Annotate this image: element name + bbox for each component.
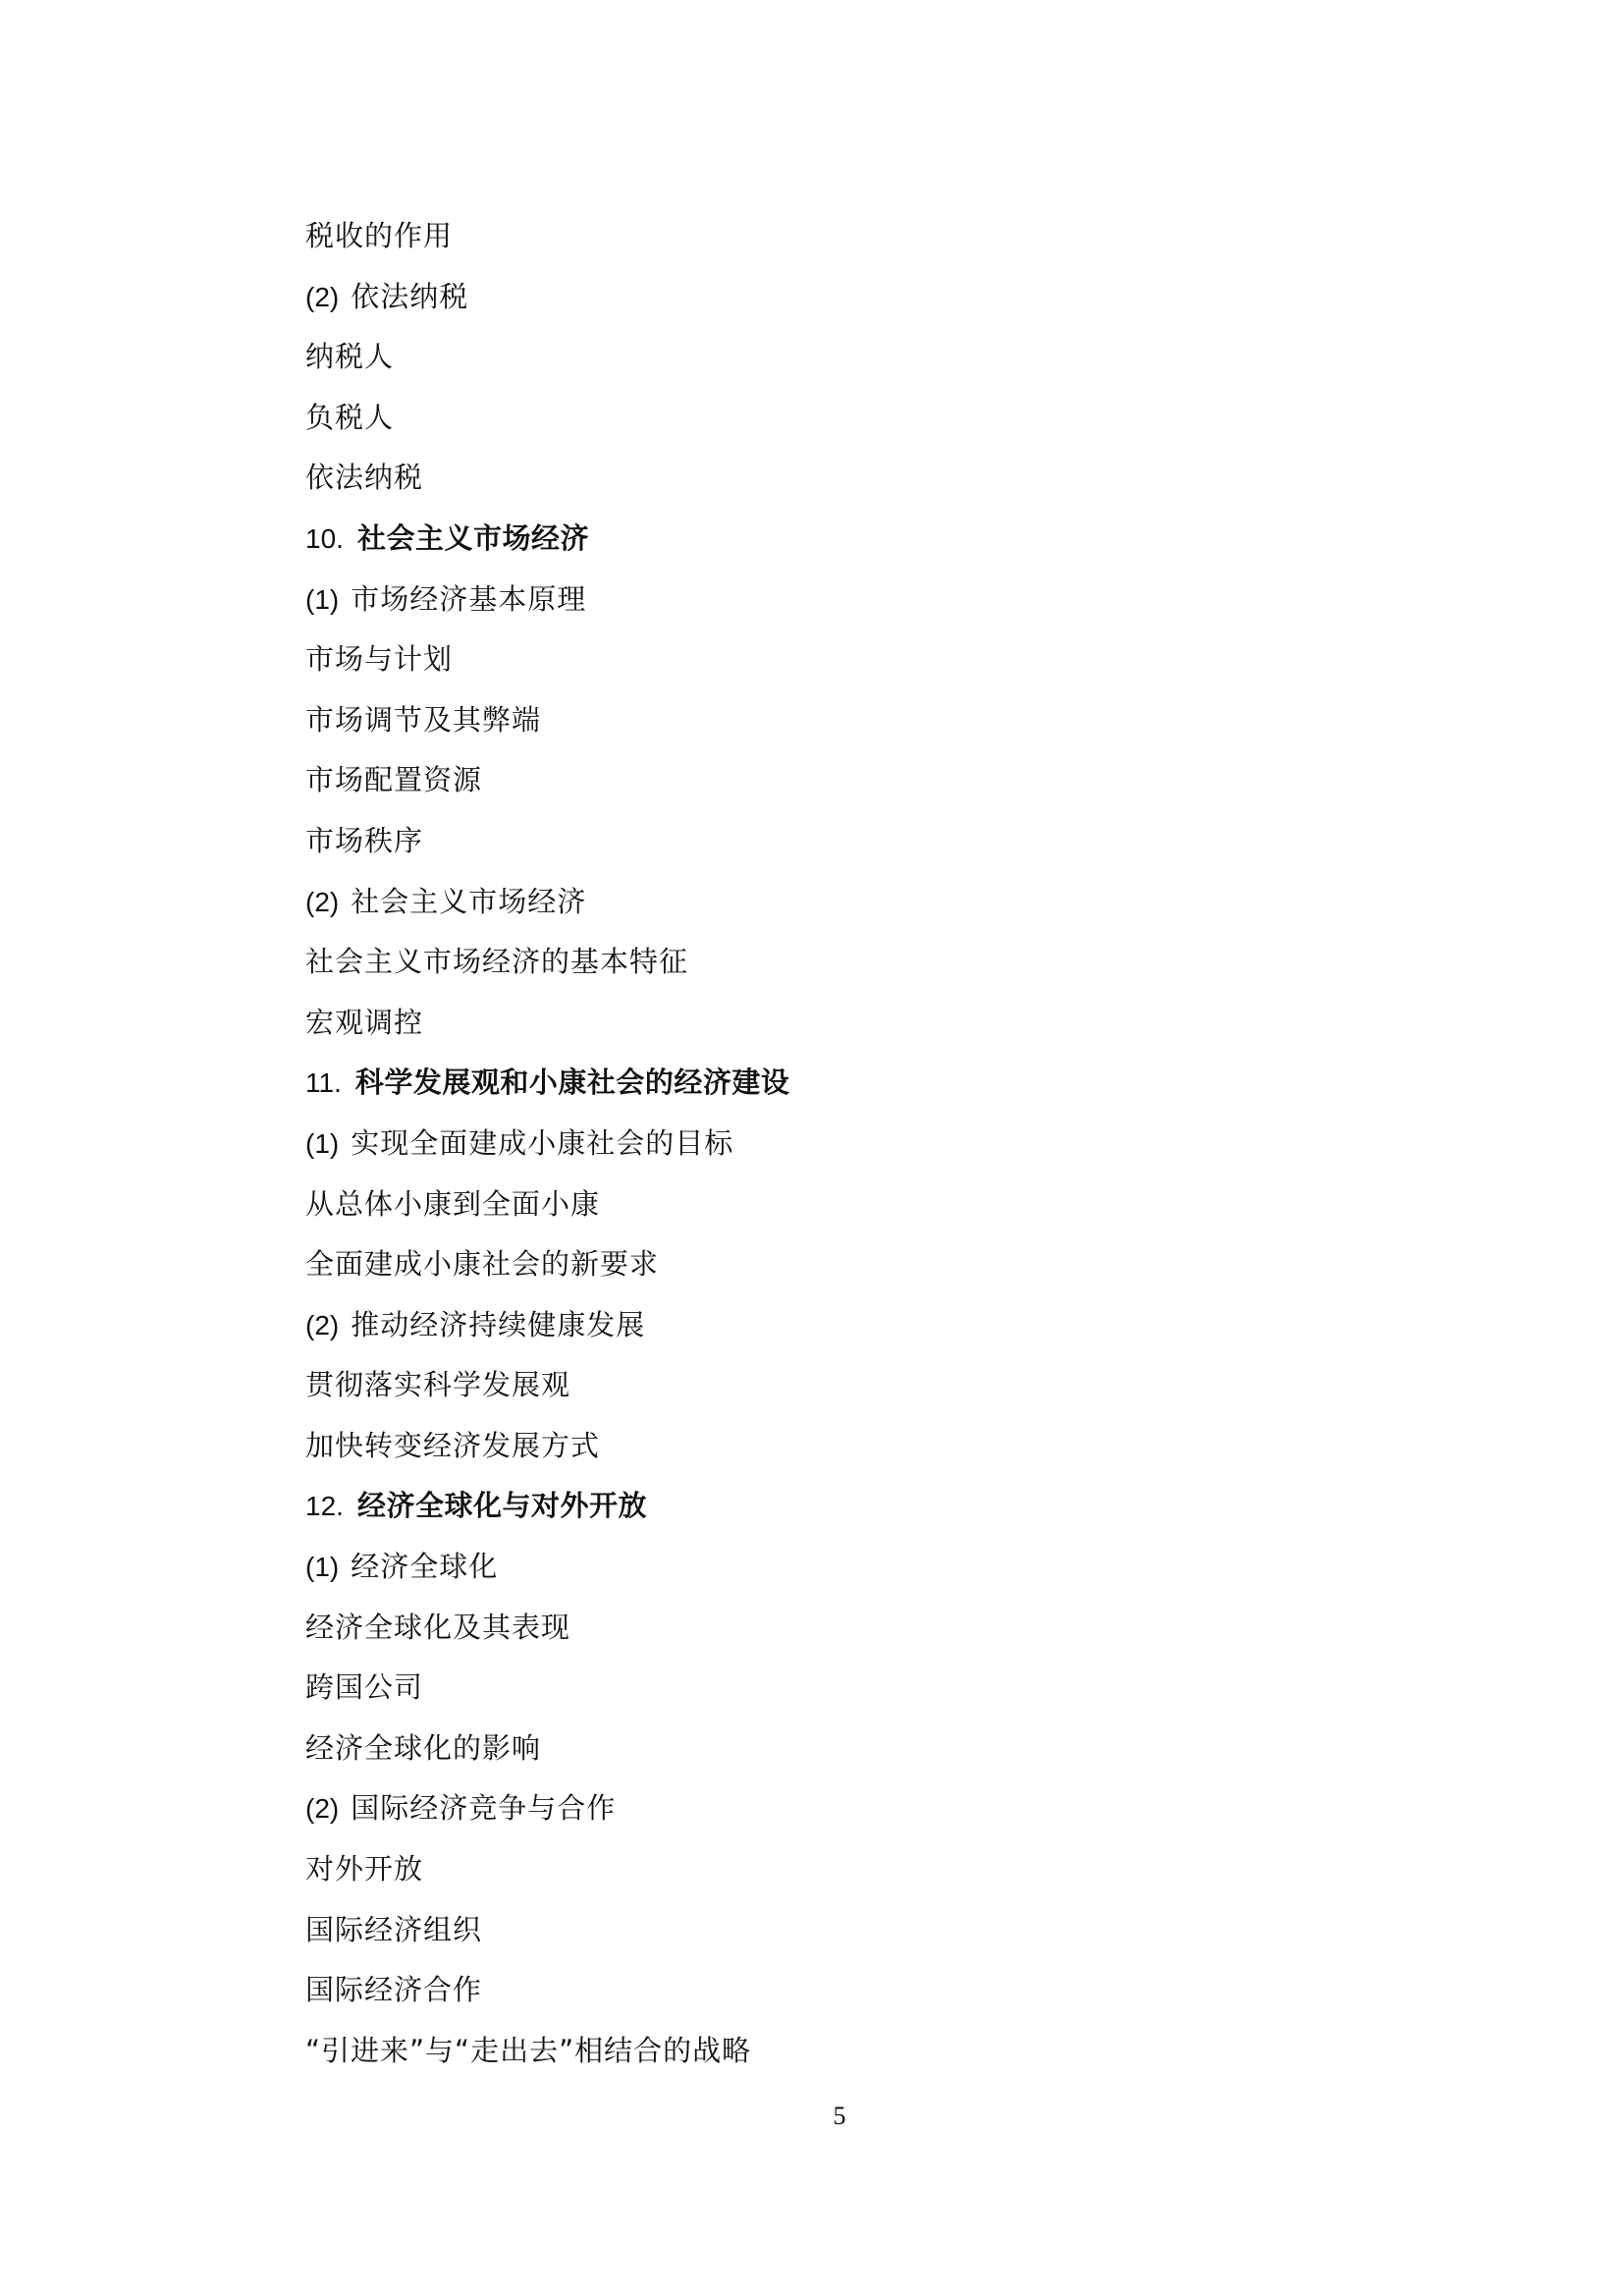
item-text: 加快转变经济发展方式 (305, 1428, 601, 1462)
outline-item (305, 2025, 1385, 2086)
outline-item (305, 1843, 1385, 1904)
item-number: (2) (305, 1793, 340, 1825)
item-number: (1) (305, 1552, 340, 1583)
item-text: 实现全面建成小康社会的目标 (351, 1125, 734, 1160)
outline-item (305, 936, 1385, 997)
item-text: 全面建成小康社会的新要求 (305, 1247, 660, 1282)
item-text: 国际经济合作 (305, 1973, 483, 2007)
syllabus-outline (305, 210, 1385, 2085)
item-text: 宏观调控 (305, 1005, 424, 1039)
item-text: 社会主义市场经济 (351, 884, 587, 918)
outline-item (305, 694, 1385, 755)
outline-item (305, 633, 1385, 694)
outline-item (305, 1178, 1385, 1239)
outline-item (305, 1964, 1385, 2025)
item-text: 依法纳税 (351, 279, 469, 313)
subsection-heading (305, 1118, 1385, 1178)
outline-item (305, 1662, 1385, 1722)
outline-item (305, 1722, 1385, 1783)
outline-item (305, 1359, 1385, 1420)
subsection-heading (305, 271, 1385, 332)
subsection-heading (305, 876, 1385, 937)
item-number: 11. (305, 1067, 342, 1099)
subsection-heading (305, 574, 1385, 634)
section-heading (305, 513, 1385, 574)
item-text: 社会主义市场经济 (356, 520, 589, 555)
outline-item (305, 452, 1385, 513)
item-text: 市场调节及其弊端 (305, 702, 542, 737)
item-text: 社会主义市场经济的基本特征 (305, 945, 689, 979)
item-text: 推动经济持续健康发展 (351, 1307, 646, 1341)
outline-item (305, 210, 1385, 271)
item-text: 国际经济组织 (305, 1912, 483, 1946)
outline-item (305, 754, 1385, 815)
outline-item (305, 331, 1385, 392)
item-text: 从总体小康到全面小康 (305, 1186, 601, 1221)
item-text: 负税人 (305, 400, 395, 434)
item-text: 市场秩序 (305, 823, 424, 857)
item-text: “引进来”与“走出去”相结合的战略 (305, 2033, 752, 2067)
outline-item (305, 997, 1385, 1058)
item-text: 税收的作用 (305, 219, 454, 252)
item-text: 经济全球化与对外开放 (356, 1489, 647, 1523)
outline-item (305, 815, 1385, 876)
subsection-heading (305, 1299, 1385, 1360)
outline-item (305, 1238, 1385, 1299)
subsection-heading (305, 1541, 1385, 1602)
item-number: (2) (305, 1309, 340, 1340)
item-text: 对外开放 (305, 1852, 424, 1886)
item-number: 12. (305, 1491, 344, 1522)
page-number: 5 (833, 2102, 846, 2130)
outline-item (305, 1420, 1385, 1481)
item-text: 市场与计划 (305, 642, 454, 677)
item-number: (1) (305, 583, 340, 615)
item-number: (1) (305, 1127, 340, 1159)
item-number: (2) (305, 281, 340, 312)
item-text: 依法纳税 (305, 461, 424, 495)
item-text: 贯彻落实科学发展观 (305, 1368, 571, 1402)
item-text: 跨国公司 (305, 1670, 424, 1705)
item-text: 科学发展观和小康社会的经济建设 (354, 1066, 790, 1100)
section-heading (305, 1057, 1385, 1118)
section-heading (305, 1480, 1385, 1541)
item-text: 市场经济基本原理 (351, 581, 587, 616)
item-text: 经济全球化及其表现 (305, 1610, 571, 1644)
subsection-heading (305, 1782, 1385, 1843)
item-text: 市场配置资源 (305, 763, 483, 797)
outline-item (305, 1602, 1385, 1663)
item-text: 纳税人 (305, 340, 395, 374)
item-text: 经济全球化的影响 (305, 1730, 542, 1765)
item-text: 经济全球化 (351, 1550, 499, 1584)
outline-item (305, 1904, 1385, 1965)
item-number: 10. (305, 522, 344, 554)
outline-item (305, 392, 1385, 453)
item-number: (2) (305, 886, 340, 917)
item-text: 国际经济竞争与合作 (351, 1791, 617, 1826)
